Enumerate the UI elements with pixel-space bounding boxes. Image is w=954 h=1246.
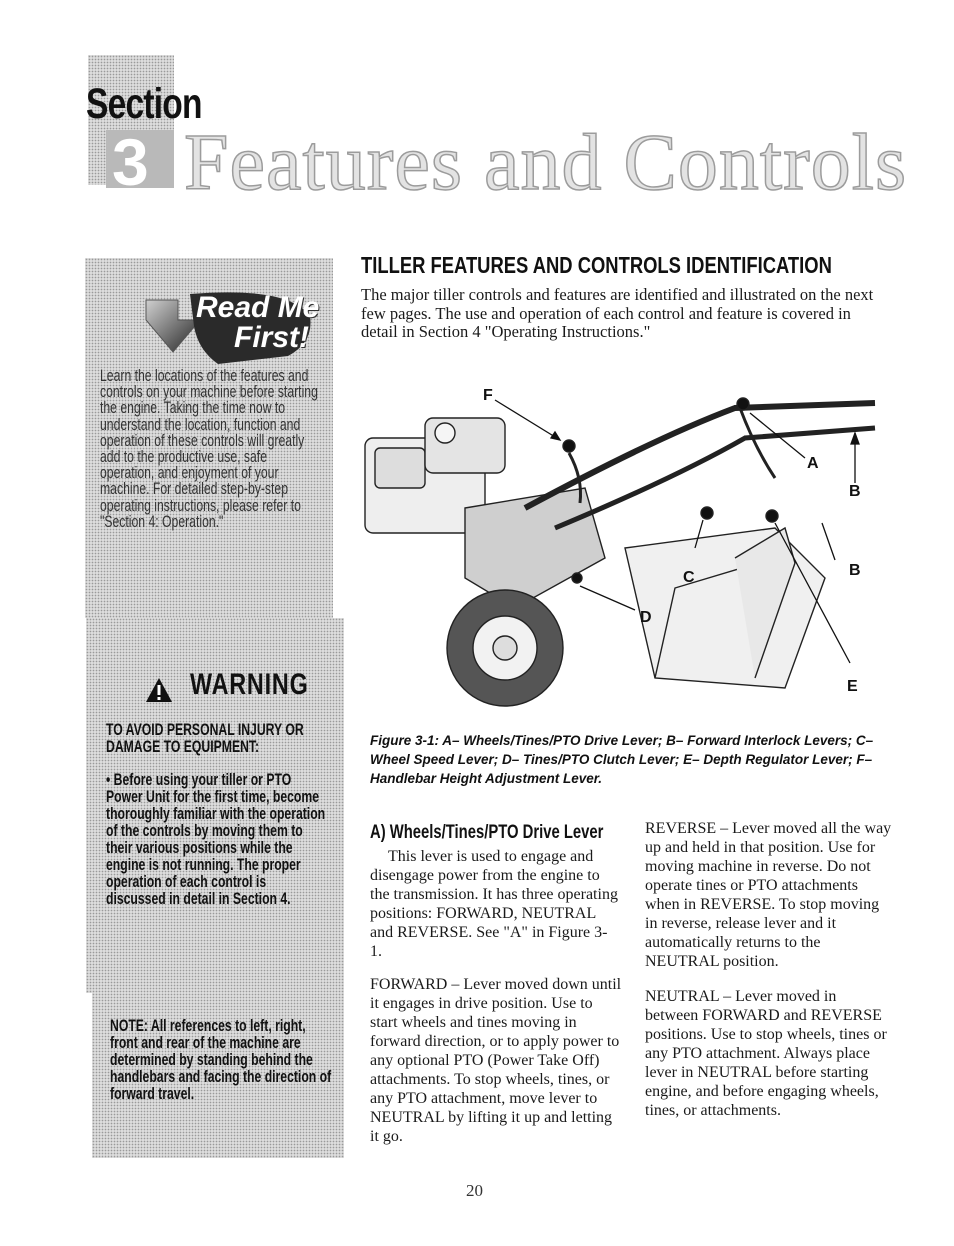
- page-heading: TILLER FEATURES AND CONTROLS IDENTIFICATION: [361, 252, 832, 278]
- forward-paragraph: FORWARD – Lever moved down until it engages in drive position. Use to start wheels and tines moving in forward direction, or to apply power to any optional PTO (Power Take Off) attachments. To stop wheels, tines, or any PTO attachment, move lever to NEUTRAL by lifting it up and letting it go.: [370, 976, 622, 1145]
- reverse-paragraph: REVERSE – Lever moved all the way up and held in that position. Use for moving machine in reverse. Do not operate tines or PTO attachments when in REVERSE. To stop moving in reverse, release lever and it automatically returns to the NEUTRAL position.: [645, 820, 892, 970]
- warning-lead: TO AVOID PERSONAL INJURY OR DAMAGE TO EQUIPMENT:: [106, 721, 304, 756]
- note-body: NOTE: All references to left, right, front and rear of the machine are determined by standing behind the handlebars and facing the direction of forward travel.: [110, 1017, 332, 1103]
- read-me-body: Learn the locations of the features and controls on your machine before starting the engine. Taking the time now to understand the location, function and operation of these controls will greatly add to the productive use, safe operation, and enjoyment of your machine. For detailed step-by-step operating instructions, please refer to "Section 4: Operation.": [100, 367, 318, 531]
- figure-label-e: E: [847, 678, 858, 695]
- figure-label-f: F: [483, 387, 493, 404]
- section-title: Features and Controls: [184, 119, 908, 207]
- section-a-paragraph: This lever is used to engage and disengage power from the engine to the transmission. It has three operating positions: FORWARD, NEUTRAL and REVERSE. See "A" in Figure 3-1.: [370, 848, 618, 960]
- read-me-heading: Read Me First!: [196, 291, 320, 354]
- section-label: Section: [86, 80, 202, 128]
- figure-label-c: C: [683, 569, 695, 586]
- section-a-heading: A) Wheels/Tines/PTO Drive Lever: [370, 822, 604, 843]
- figure-label-d: D: [640, 609, 652, 626]
- intro-paragraph: The major tiller controls and features are identified and illustrated on the next few pages. The use and operation of each control and feature is covered in detail in Section 4 "Operating Instructions.": [361, 285, 874, 341]
- neutral-paragraph: NEUTRAL – Lever moved in between FORWARD and REVERSE positions. Use to stop wheels, tines or any PTO attachment. Always place lever in NEUTRAL before starting engine, and before engaging wheels, tines, or attachments.: [645, 988, 887, 1119]
- figure-label-b-upper: B: [849, 483, 861, 500]
- section-number: 3: [112, 125, 149, 199]
- warning-body: • Before using your tiller or PTO Power Unit for the first time, become thoroughly familiar with the operation of the controls by moving them to their various positions while the engine is not running. The proper operation of each control is discussed in detail in Section 4.: [106, 771, 326, 908]
- figure-caption: Figure 3-1: A– Wheels/Tines/PTO Drive Lever; B– Forward Interlock Levers; C– Wheel Speed Lever; D– Tines/PTO Clutch Lever; E– Depth Regulator Lever; F– Handlebar Height Adjustment Lever.: [370, 733, 874, 786]
- figure-label-b-lower: B: [849, 562, 861, 579]
- tiller-illustration: [365, 398, 875, 706]
- figure-label-a: A: [807, 455, 819, 472]
- tiller-figure: [355, 378, 895, 708]
- warning-title: WARNING: [190, 668, 309, 701]
- warning-triangle-icon: [144, 676, 174, 704]
- page-number: 20: [466, 1181, 483, 1200]
